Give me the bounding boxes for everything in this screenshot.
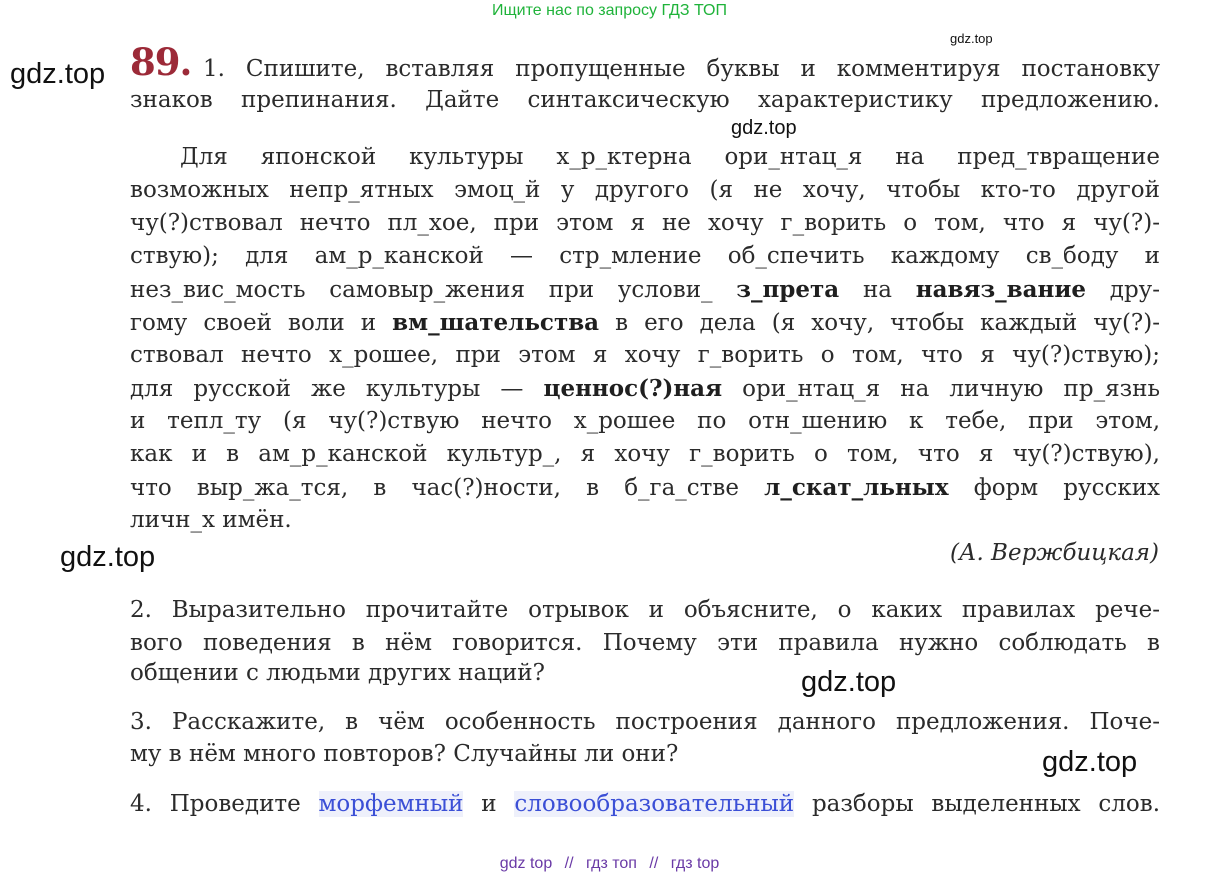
text-line: чу(?)ствовал нечто пл_хое, при этом я не хочу г_ворить о том, что я чу(?)-	[130, 210, 1160, 236]
text-line: возможных непр_ятных эмоц_й у другого (я не хочу, чтобы кто-то другой	[130, 177, 1160, 203]
watermark: gdz.top	[950, 31, 993, 46]
text-segment: гому своей воли и	[130, 310, 393, 336]
task2-line: общении с людьми других наций?	[130, 660, 545, 686]
text-segment: ори_нтац_я на личную пр_язнь	[722, 376, 1160, 402]
separator: //	[564, 855, 574, 872]
text-segment: нез_вис_мость самовыр_жения при услови_	[130, 277, 737, 303]
text-segment: 4. Проведите	[130, 791, 319, 817]
text-line	[130, 306, 1160, 340]
bold-word: ценнос(?)ная	[543, 375, 723, 402]
text-line	[130, 372, 1160, 406]
text-segment: в его дела (я хочу, чтобы каждый чу(?)-	[599, 310, 1161, 336]
task3-line: му в нём много повторов? Случайны ли они?	[130, 741, 679, 767]
separator: //	[649, 855, 659, 872]
watermark: gdz.top	[801, 666, 897, 698]
exercise-number: 89.	[130, 40, 192, 84]
watermark: gdz.top	[10, 58, 106, 90]
text-line: Для японской культуры х_р_ктерна ори_нтац_я на пред_твращение	[180, 144, 1160, 170]
bottom-banner-text: gdz top	[499, 855, 553, 872]
watermark: gdz.top	[1042, 746, 1138, 778]
bold-word: вм_шательства	[392, 309, 600, 336]
text-line: как и в ам_р_канской культур_, я хочу г_ворить о том, что я чу(?)ствую),	[130, 441, 1160, 467]
bold-word: навяз_вание	[915, 276, 1087, 303]
text-line: ствую); для ам_р_канской — стр_мление об_спечить каждому св_боду и	[130, 243, 1160, 269]
task1-line: 1. Спишите, вставляя пропущенные буквы и комментируя постановку	[203, 56, 1160, 82]
text-segment: на	[839, 277, 916, 303]
text-segment: дру-	[1086, 277, 1160, 303]
task2-line: 2. Выразительно прочитайте отрывок и объясните, о каких правилах рече-	[130, 597, 1160, 623]
author: (А. Вержбицкая)	[950, 540, 1159, 566]
task4-line	[130, 788, 1160, 821]
bottom-banner-text: гдз топ	[586, 855, 637, 872]
top-banner: Ищите нас по запросу ГДЗ ТОП	[492, 2, 727, 19]
text-line	[130, 471, 1160, 505]
text-line: и тепл_ту (я чу(?)ствую нечто х_рошее по отн_шению к тебе, при этом,	[130, 408, 1160, 434]
bottom-banner	[0, 855, 1219, 873]
watermark: gdz.top	[60, 541, 156, 573]
bottom-banner-text: гдз top	[670, 855, 720, 872]
text-segment: форм русских	[948, 475, 1161, 501]
text-segment: что выр_жа_тся, в час(?)ности, в б_га_стве	[130, 475, 765, 501]
bold-word: з_прета	[736, 276, 840, 303]
text-line: ствовал нечто х_рошее, при этом я хочу г_ворить о том, что я чу(?)ствую);	[130, 342, 1160, 368]
morpheme-analysis-link[interactable]: морфемный	[318, 791, 464, 817]
bold-word: л_скат_льных	[764, 474, 949, 501]
text-line: личн_х имён.	[130, 507, 292, 533]
task1-line: знаков препинания. Дайте синтаксическую характеристику предложению.	[130, 87, 1160, 113]
task2-line: вого поведения в нём говорится. Почему эти правила нужно соблюдать в	[130, 630, 1160, 656]
task3-line: 3. Расскажите, в чём особенность построения данного предложения. Поче-	[130, 709, 1160, 735]
text-segment: для русской же культуры —	[130, 376, 544, 402]
watermark: gdz.top	[731, 117, 797, 139]
word-formation-analysis-link[interactable]: словообразовательный	[514, 791, 795, 817]
text-segment: и	[463, 791, 515, 817]
text-line	[130, 273, 1160, 307]
text-segment: разборы выделенных слов.	[794, 791, 1161, 817]
